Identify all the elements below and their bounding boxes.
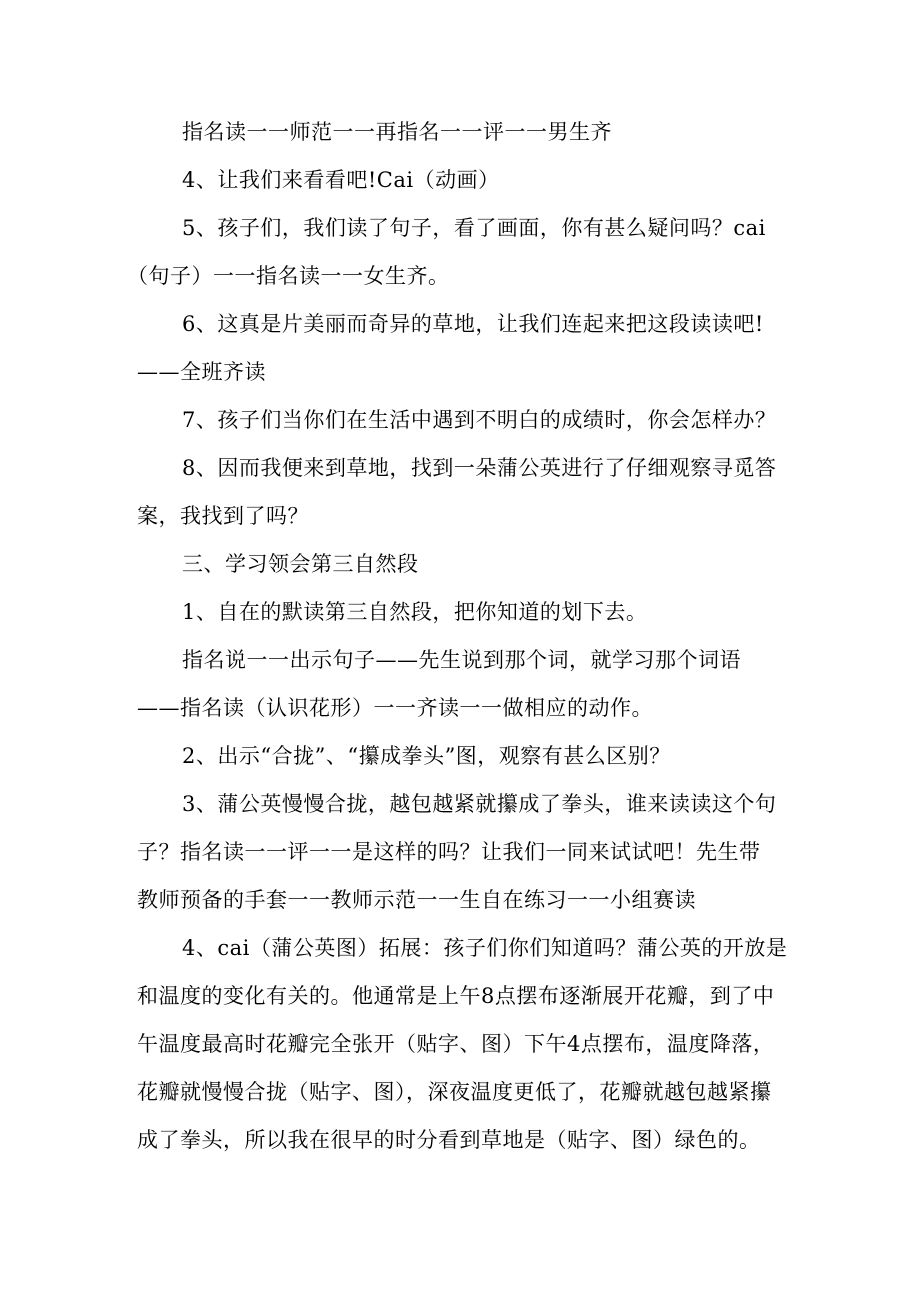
text-line: 3、蒲公英慢慢合拢，越包越紧就攥成了拳头，谁来读读这个句 (182, 792, 777, 816)
text-line: 花瓣就慢慢合拢（贴字、图），深夜温度更低了，花瓣就越包越紧攥 (137, 1080, 772, 1104)
text-line: 和温度的变化有关的。他通常是上午8点摆布逐渐展开花瓣，到了中 (137, 984, 775, 1008)
text-line: ——全班齐读 (137, 360, 266, 384)
text-line: 案，我找到了吗？ (137, 504, 309, 528)
text-line: 5、孩子们，我们读了句子，看了画面，你有甚么疑问吗？cai (182, 216, 766, 240)
text-line: 午温度最高时花瓣完全张开（贴字、图）下午4点摆布，温度降落， (137, 1032, 775, 1056)
text-line: 4、cai（蒲公英图）拓展：孩子们你们知道吗？蒲公英的开放是 (182, 936, 788, 960)
text-line: 子？指名读一一评一一是这样的吗？让我们一同来试试吧！先生带 (137, 840, 761, 864)
text-line: 成了拳头，所以我在很早的时分看到草地是（贴字、图）绿色的。 (137, 1128, 761, 1152)
text-line: 6、这真是片美丽而奇异的草地，让我们连起来把这段读读吧! (182, 312, 764, 336)
text-line: 8、因而我便来到草地，找到一朵蒲公英进行了仔细观察寻觅答 (182, 456, 777, 480)
text-line: 7、孩子们当你们在生活中遇到不明白的成绩时，你会怎样办？ (182, 408, 777, 432)
text-line: 教师预备的手套一一教师示范一一生自在练习一一小组赛读 (137, 888, 696, 912)
text-line: 1、自在的默读第三自然段，把你知道的划下去。 (182, 600, 648, 624)
text-line: 指名说一一出示句子——先生说到那个词，就学习那个词语 (182, 648, 741, 672)
text-line: （句子）一一指名读一一女生齐。 (127, 264, 450, 288)
text-line: 4、让我们来看看吧!Cai（动画） (182, 168, 500, 192)
text-line: ——指名读（认识花形）一一齐读一一做相应的动作。 (137, 696, 653, 720)
text-line: 2、出示“合拢”、“攥成拳头”图，观察有甚么区别？ (182, 744, 671, 768)
section-heading: 三、学习领会第三自然段 (182, 552, 419, 576)
text-line: 指名读一一师范一一再指名一一评一一男生齐 (182, 120, 612, 144)
